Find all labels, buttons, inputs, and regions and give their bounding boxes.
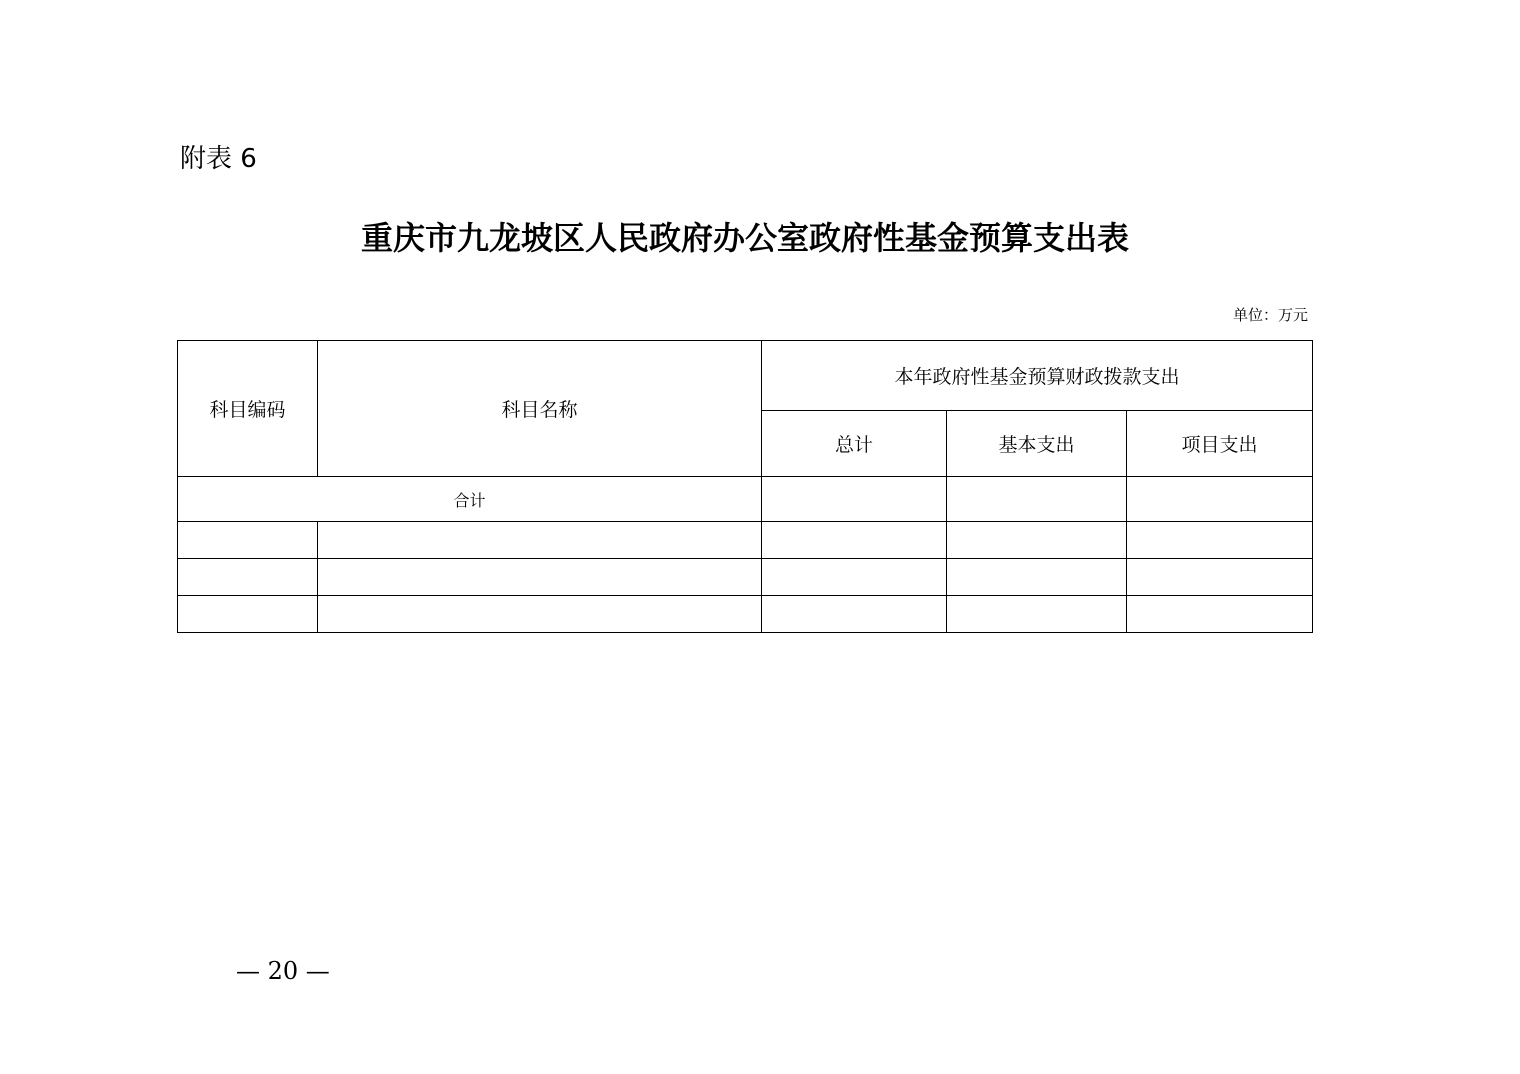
page-number: — 20 — xyxy=(236,957,330,985)
budget-table xyxy=(177,340,1313,633)
header-total: 总计 xyxy=(762,411,947,477)
table-row xyxy=(178,559,1313,596)
cell-name xyxy=(318,522,762,559)
header-row-1 xyxy=(178,341,1313,411)
cell-code xyxy=(178,596,318,633)
cell-project xyxy=(1127,522,1313,559)
total-cell-basic xyxy=(947,477,1127,522)
cell-total xyxy=(762,596,947,633)
attachment-label: 附表 6 xyxy=(180,144,257,174)
header-group: 本年政府性基金预算财政拨款支出 xyxy=(762,341,1313,411)
header-project: 项目支出 xyxy=(1127,411,1313,477)
total-cell-project xyxy=(1127,477,1313,522)
cell-name xyxy=(318,596,762,633)
cell-basic xyxy=(947,559,1127,596)
cell-total xyxy=(762,559,947,596)
cell-project xyxy=(1127,559,1313,596)
cell-code xyxy=(178,559,318,596)
cell-total xyxy=(762,522,947,559)
total-label: 合计 xyxy=(178,477,762,522)
total-cell-total xyxy=(762,477,947,522)
document-title: 重庆市九龙坡区人民政府办公室政府性基金预算支出表 xyxy=(360,219,1129,257)
unit-label: 单位：万元 xyxy=(1232,306,1308,324)
header-name: 科目名称 xyxy=(318,341,762,477)
header-code: 科目编码 xyxy=(178,341,318,477)
cell-basic xyxy=(947,596,1127,633)
cell-code xyxy=(178,522,318,559)
cell-project xyxy=(1127,596,1313,633)
table-row xyxy=(178,596,1313,633)
table-row xyxy=(178,522,1313,559)
header-basic: 基本支出 xyxy=(947,411,1127,477)
cell-basic xyxy=(947,522,1127,559)
cell-name xyxy=(318,559,762,596)
total-row xyxy=(178,477,1313,522)
